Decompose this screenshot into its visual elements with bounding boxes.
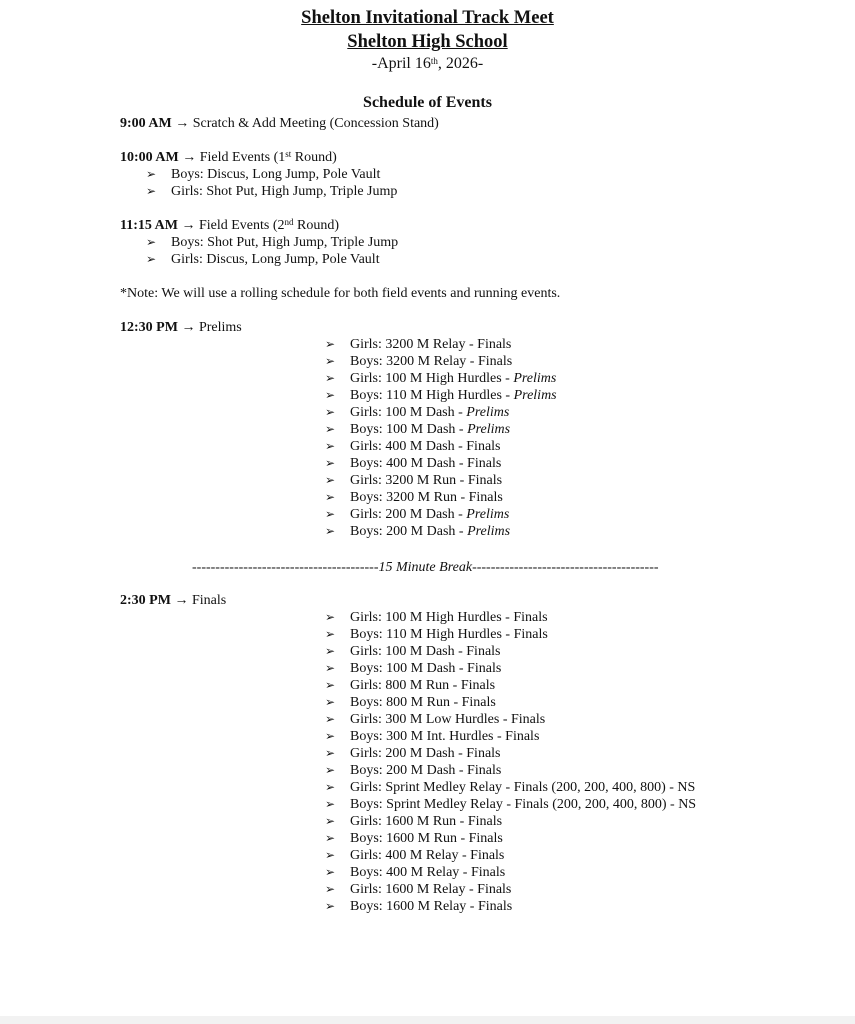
entry-description: Scratch & Add Meeting (Concession Stand) <box>192 116 439 131</box>
event-text <box>171 251 380 268</box>
ordinal-suffix: st <box>285 149 292 159</box>
event-text <box>350 353 512 370</box>
event-name: Boys: 200 M Dash - <box>350 524 468 539</box>
bullet-arrow-icon: ➢ <box>325 610 336 624</box>
event-name: Girls: Shot Put, High Jump, Triple Jump <box>171 184 398 199</box>
event-name: Girls: 100 M Dash - <box>350 405 467 420</box>
bullet-arrow-icon: ➢ <box>146 184 157 198</box>
arrow-icon: → <box>175 116 190 131</box>
event-name: Boys: 200 M Dash - Finals <box>350 763 502 778</box>
schedule-heading: Schedule of Events <box>363 94 492 111</box>
bullet-arrow-icon: ➢ <box>325 439 336 453</box>
bullet-arrow-icon: ➢ <box>325 422 336 436</box>
divider-dashes: ---------------------------------------- <box>192 560 379 575</box>
ordinal-suffix: nd <box>284 217 294 227</box>
schedule-entry-1000 <box>120 149 337 166</box>
event-text <box>350 336 511 353</box>
event-name: Boys: 400 M Dash - Finals <box>350 456 502 471</box>
time-label: 2:30 PM <box>120 593 171 608</box>
event-name: Boys: 110 M High Hurdles - Finals <box>350 627 548 642</box>
event-text <box>350 847 504 864</box>
event-name: Boys: Shot Put, High Jump, Triple Jump <box>171 235 399 250</box>
date-suffix: th <box>430 56 438 66</box>
event-name: Girls: 400 M Dash - Finals <box>350 439 501 454</box>
event-name: Boys: Discus, Long Jump, Pole Vault <box>171 167 381 182</box>
bullet-arrow-icon: ➢ <box>325 644 336 658</box>
bullet-arrow-icon: ➢ <box>325 780 336 794</box>
event-name: Girls: 1600 M Run - Finals <box>350 814 503 829</box>
event-text <box>350 762 501 779</box>
event-text <box>350 660 501 677</box>
event-name: Boys: 300 M Int. Hurdles - Finals <box>350 729 540 744</box>
event-name: Girls: 100 M High Hurdles - Finals <box>350 610 548 625</box>
event-name: Girls: 200 M Dash - Finals <box>350 746 501 761</box>
event-text <box>350 677 495 694</box>
event-text <box>350 438 501 455</box>
event-name: Boys: 3200 M Relay - Finals <box>350 354 513 369</box>
bullet-arrow-icon: ➢ <box>325 507 336 521</box>
event-text <box>350 898 512 915</box>
event-name: Boys: 3200 M Run - Finals <box>350 490 503 505</box>
bullet-arrow-icon: ➢ <box>146 235 157 249</box>
time-label: 9:00 AM <box>120 116 172 131</box>
event-name: Boys: 110 M High Hurdles - <box>350 388 514 403</box>
event-text <box>171 234 398 251</box>
rolling-schedule-note: *Note: We will use a rolling schedule for both field events and running events. <box>120 286 561 301</box>
event-text <box>350 711 545 728</box>
event-text <box>350 404 509 421</box>
bullet-arrow-icon: ➢ <box>325 388 336 402</box>
arrow-icon: → <box>181 320 196 335</box>
event-name: Boys: 100 M Dash - Finals <box>350 661 502 676</box>
event-round: Prelims <box>466 507 510 522</box>
event-text <box>350 523 510 540</box>
event-name: Boys: 100 M Dash - <box>350 422 468 437</box>
school-name: Shelton High School <box>347 32 508 52</box>
entry-description: Field Events (2 <box>198 218 285 233</box>
bullet-arrow-icon: ➢ <box>325 899 336 913</box>
event-name: Boys: 400 M Relay - Finals <box>350 865 506 880</box>
event-name: Boys: Sprint Medley Relay - Finals (200, 200, 400, 800) - NS <box>350 797 697 812</box>
event-name: Girls: 3200 M Relay - Finals <box>350 337 512 352</box>
bullet-arrow-icon: ➢ <box>146 167 157 181</box>
event-round: Prelims <box>466 405 510 420</box>
entry-description: Prelims <box>198 320 242 335</box>
event-name: Girls: 1600 M Relay - Finals <box>350 882 512 897</box>
event-text <box>350 830 503 847</box>
event-text <box>171 166 380 183</box>
bullet-arrow-icon: ➢ <box>325 337 336 351</box>
bullet-arrow-icon: ➢ <box>325 729 336 743</box>
schedule-entry-230 <box>120 592 226 609</box>
date-year: , 2026- <box>437 55 484 72</box>
bullet-arrow-icon: ➢ <box>325 882 336 896</box>
bullet-arrow-icon: ➢ <box>325 524 336 538</box>
event-text <box>350 796 696 813</box>
event-name: Girls: 200 M Dash - <box>350 507 467 522</box>
event-text <box>350 643 501 660</box>
entry-description-end: Round) <box>291 150 337 165</box>
event-text <box>350 626 548 643</box>
event-text <box>350 421 510 438</box>
bullet-arrow-icon: ➢ <box>325 746 336 760</box>
entry-description: Finals <box>191 593 227 608</box>
arrow-icon: → <box>181 218 196 233</box>
event-name: Boys: 1600 M Relay - Finals <box>350 899 513 914</box>
event-text <box>350 745 501 762</box>
bullet-arrow-icon: ➢ <box>325 848 336 862</box>
event-name: Girls: 300 M Low Hurdles - Finals <box>350 712 546 727</box>
bullet-arrow-icon: ➢ <box>325 661 336 675</box>
event-text <box>350 881 511 898</box>
meet-date <box>0 55 855 73</box>
event-round: Prelims <box>467 422 511 437</box>
schedule-entry-900 <box>120 115 439 132</box>
event-round: Prelims <box>467 524 511 539</box>
entry-description: Field Events (1 <box>199 150 286 165</box>
bullet-arrow-icon: ➢ <box>325 678 336 692</box>
arrow-icon: → <box>174 593 189 608</box>
bullet-arrow-icon: ➢ <box>325 712 336 726</box>
event-name: Girls: Sprint Medley Relay - Finals (200, 200, 400, 800) - NS <box>350 780 696 795</box>
entry-description-end: Round) <box>293 218 339 233</box>
event-text <box>171 183 397 200</box>
event-text <box>350 455 501 472</box>
break-label: 15 Minute Break <box>378 560 473 575</box>
event-text <box>350 489 503 506</box>
event-name: Girls: Discus, Long Jump, Pole Vault <box>171 252 380 267</box>
bullet-arrow-icon: ➢ <box>325 456 336 470</box>
event-name: Girls: 800 M Run - Finals <box>350 678 496 693</box>
bullet-arrow-icon: ➢ <box>325 763 336 777</box>
bullet-arrow-icon: ➢ <box>325 490 336 504</box>
event-text <box>350 609 548 626</box>
event-text <box>350 506 509 523</box>
bullet-arrow-icon: ➢ <box>325 695 336 709</box>
event-text <box>350 472 502 489</box>
event-name: Girls: 3200 M Run - Finals <box>350 473 503 488</box>
event-round: Prelims <box>513 371 557 386</box>
event-round: Prelims <box>513 388 557 403</box>
event-name: Girls: 100 M Dash - Finals <box>350 644 501 659</box>
schedule-entry-1230 <box>120 319 242 336</box>
document-title: Shelton Invitational Track Meet <box>301 8 554 28</box>
arrow-icon: → <box>182 150 197 165</box>
bullet-arrow-icon: ➢ <box>325 473 336 487</box>
event-name: Boys: 1600 M Run - Finals <box>350 831 503 846</box>
event-text <box>350 370 556 387</box>
event-text <box>350 779 695 796</box>
bullet-arrow-icon: ➢ <box>325 814 336 828</box>
date-text: -April 16 <box>371 55 431 72</box>
bullet-arrow-icon: ➢ <box>325 405 336 419</box>
bullet-arrow-icon: ➢ <box>325 797 336 811</box>
break-divider <box>192 559 659 576</box>
bullet-arrow-icon: ➢ <box>325 354 336 368</box>
event-name: Boys: 800 M Run - Finals <box>350 695 496 710</box>
time-label: 11:15 AM <box>120 218 178 233</box>
bullet-arrow-icon: ➢ <box>325 627 336 641</box>
bullet-arrow-icon: ➢ <box>325 371 336 385</box>
time-label: 10:00 AM <box>120 150 179 165</box>
schedule-entry-1115 <box>120 217 339 234</box>
page-bottom-edge <box>0 1016 855 1024</box>
event-text <box>350 694 496 711</box>
event-text <box>350 728 539 745</box>
event-text <box>350 387 557 404</box>
event-name: Girls: 400 M Relay - Finals <box>350 848 505 863</box>
bullet-arrow-icon: ➢ <box>325 831 336 845</box>
event-name: Girls: 100 M High Hurdles - <box>350 371 514 386</box>
bullet-arrow-icon: ➢ <box>146 252 157 266</box>
bullet-arrow-icon: ➢ <box>325 865 336 879</box>
time-label: 12:30 PM <box>120 320 178 335</box>
event-text <box>350 864 505 881</box>
event-text <box>350 813 502 830</box>
divider-dashes: ---------------------------------------- <box>472 560 659 575</box>
